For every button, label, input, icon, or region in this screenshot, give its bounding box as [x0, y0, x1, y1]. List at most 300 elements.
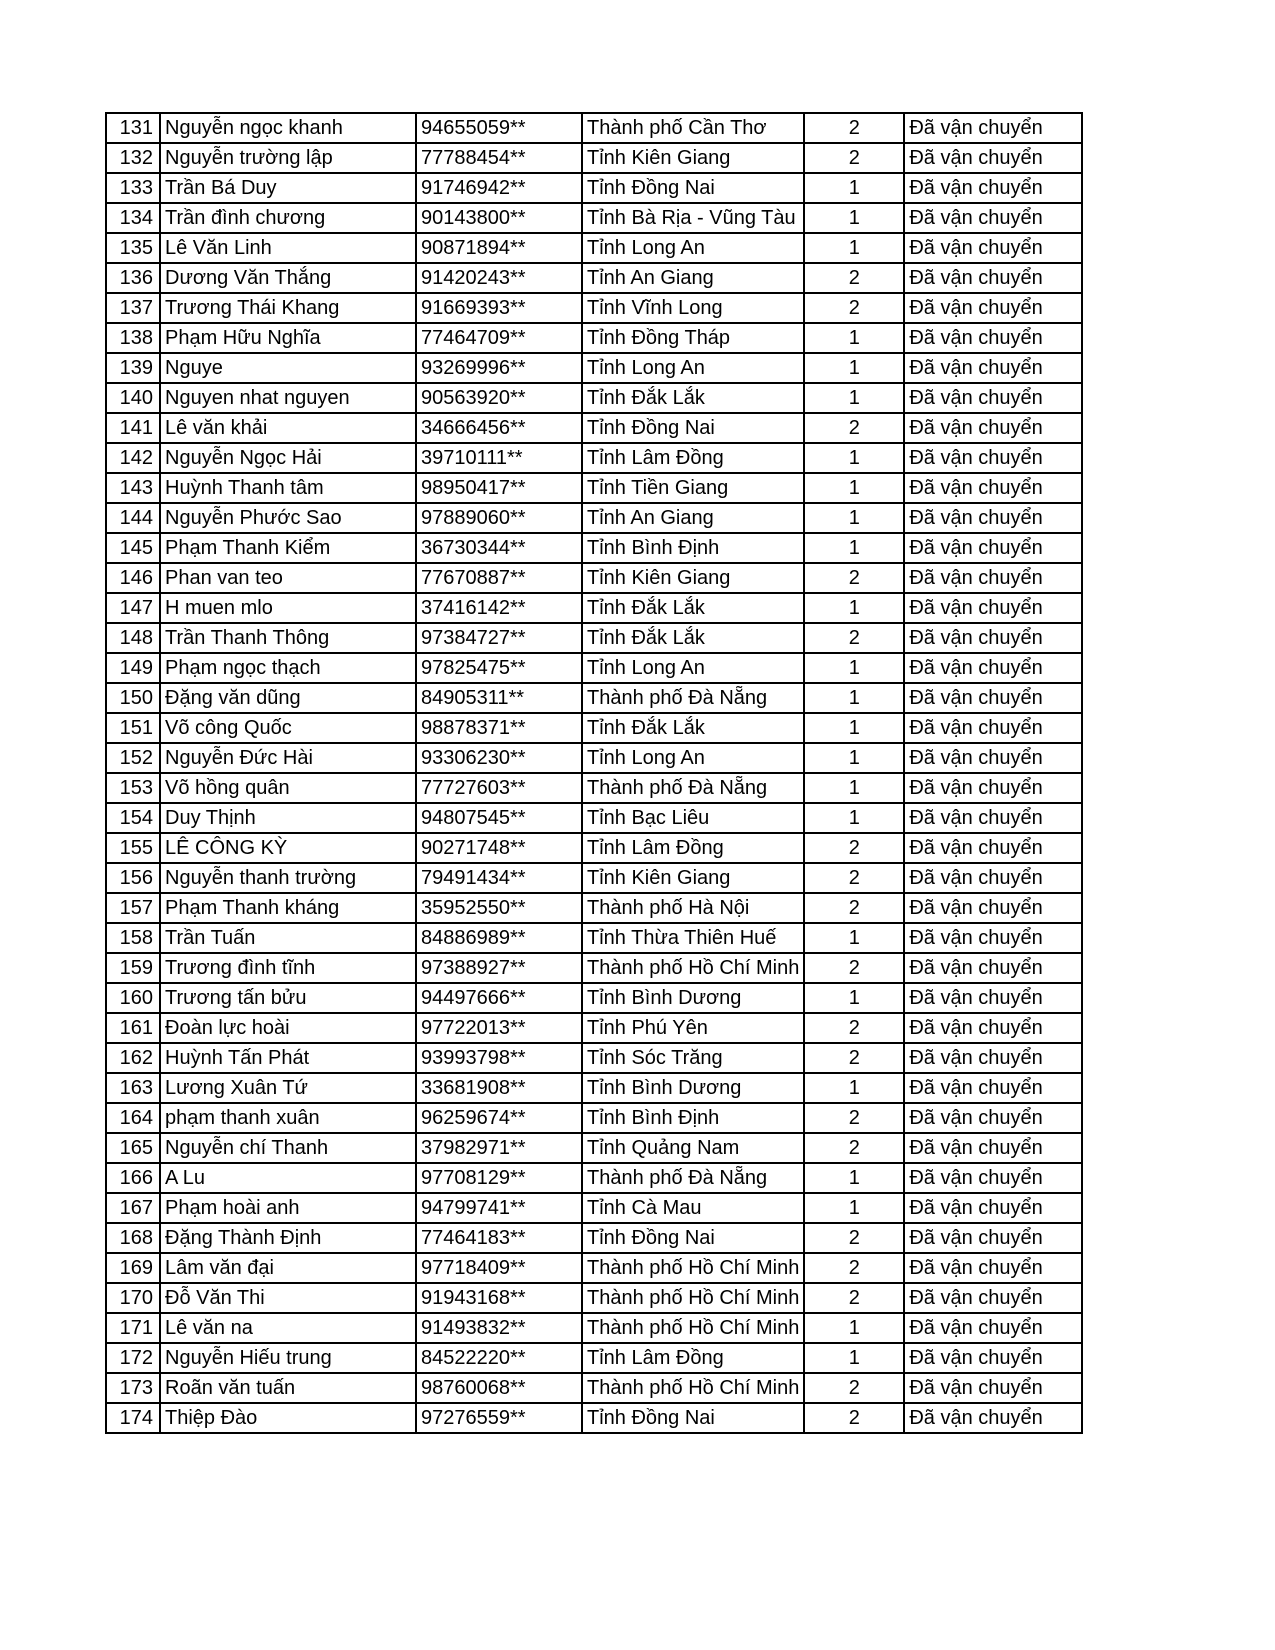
status-cell: Đã vận chuyển	[904, 113, 1082, 143]
table-row	[106, 1343, 1082, 1373]
customer-name-cell: Phạm Hữu Nghĩa	[160, 323, 416, 353]
province-cell: Tỉnh Đắk Lắk	[582, 593, 804, 623]
phone-cell: 33681908**	[416, 1073, 582, 1103]
phone-cell: 98950417**	[416, 473, 582, 503]
row-number-cell: 156	[106, 863, 160, 893]
status-cell: Đã vận chuyển	[904, 1013, 1082, 1043]
phone-cell: 97718409**	[416, 1253, 582, 1283]
status-cell: Đã vận chuyển	[904, 563, 1082, 593]
status-cell: Đã vận chuyển	[904, 1223, 1082, 1253]
province-cell: Tỉnh Bạc Liêu	[582, 803, 804, 833]
customer-name-cell: Phạm hoài anh	[160, 1193, 416, 1223]
status-cell: Đã vận chuyển	[904, 1103, 1082, 1133]
row-number-cell: 140	[106, 383, 160, 413]
table-row	[106, 1253, 1082, 1283]
row-number-cell: 152	[106, 743, 160, 773]
table-row	[106, 113, 1082, 143]
status-cell: Đã vận chuyển	[904, 503, 1082, 533]
customer-name-cell: Trần đình chương	[160, 203, 416, 233]
quantity-cell: 2	[804, 833, 904, 863]
row-number-cell: 167	[106, 1193, 160, 1223]
status-cell: Đã vận chuyển	[904, 923, 1082, 953]
customer-name-cell: LÊ CÔNG KỲ	[160, 833, 416, 863]
customer-name-cell: Trương đình tĩnh	[160, 953, 416, 983]
phone-cell: 84886989**	[416, 923, 582, 953]
quantity-cell: 1	[804, 173, 904, 203]
customer-name-cell: Nguyễn Đức Hài	[160, 743, 416, 773]
province-cell: Tỉnh Cà Mau	[582, 1193, 804, 1223]
row-number-cell: 159	[106, 953, 160, 983]
quantity-cell: 1	[804, 443, 904, 473]
table-row	[106, 473, 1082, 503]
quantity-cell: 2	[804, 1403, 904, 1433]
status-cell: Đã vận chuyển	[904, 983, 1082, 1013]
quantity-cell: 1	[804, 1193, 904, 1223]
status-cell: Đã vận chuyển	[904, 1403, 1082, 1433]
row-number-cell: 145	[106, 533, 160, 563]
row-number-cell: 166	[106, 1163, 160, 1193]
status-cell: Đã vận chuyển	[904, 953, 1082, 983]
phone-cell: 90271748**	[416, 833, 582, 863]
table-row	[106, 653, 1082, 683]
table-row	[106, 1283, 1082, 1313]
phone-cell: 35952550**	[416, 893, 582, 923]
customer-name-cell: Trần Thanh Thông	[160, 623, 416, 653]
status-cell: Đã vận chuyển	[904, 713, 1082, 743]
table-row	[106, 1163, 1082, 1193]
customer-name-cell: A Lu	[160, 1163, 416, 1193]
customer-name-cell: Trương Thái Khang	[160, 293, 416, 323]
province-cell: Tỉnh Thừa Thiên Huế	[582, 923, 804, 953]
quantity-cell: 1	[804, 773, 904, 803]
quantity-cell: 2	[804, 1283, 904, 1313]
table-row	[106, 293, 1082, 323]
table-row	[106, 383, 1082, 413]
phone-cell: 91746942**	[416, 173, 582, 203]
row-number-cell: 138	[106, 323, 160, 353]
phone-cell: 97384727**	[416, 623, 582, 653]
phone-cell: 91669393**	[416, 293, 582, 323]
province-cell: Tỉnh Quảng Nam	[582, 1133, 804, 1163]
quantity-cell: 2	[804, 1223, 904, 1253]
row-number-cell: 153	[106, 773, 160, 803]
customer-name-cell: Nguyễn ngọc khanh	[160, 113, 416, 143]
province-cell: Thành phố Cần Thơ	[582, 113, 804, 143]
phone-cell: 37982971**	[416, 1133, 582, 1163]
customer-name-cell: Nguyen nhat nguyen	[160, 383, 416, 413]
row-number-cell: 136	[106, 263, 160, 293]
status-cell: Đã vận chuyển	[904, 1163, 1082, 1193]
phone-cell: 84905311**	[416, 683, 582, 713]
phone-cell: 94799741**	[416, 1193, 582, 1223]
status-cell: Đã vận chuyển	[904, 1343, 1082, 1373]
phone-cell: 90871894**	[416, 233, 582, 263]
table-row	[106, 803, 1082, 833]
quantity-cell: 2	[804, 1043, 904, 1073]
row-number-cell: 170	[106, 1283, 160, 1313]
row-number-cell: 149	[106, 653, 160, 683]
customer-name-cell: Trần Bá Duy	[160, 173, 416, 203]
customer-name-cell: Lê Văn Linh	[160, 233, 416, 263]
row-number-cell: 131	[106, 113, 160, 143]
province-cell: Tỉnh Lâm Đồng	[582, 443, 804, 473]
province-cell: Thành phố Đà Nẵng	[582, 683, 804, 713]
table-row	[106, 1073, 1082, 1103]
quantity-cell: 2	[804, 1373, 904, 1403]
phone-cell: 90143800**	[416, 203, 582, 233]
province-cell: Tỉnh Đồng Nai	[582, 173, 804, 203]
province-cell: Tỉnh An Giang	[582, 263, 804, 293]
phone-cell: 98878371**	[416, 713, 582, 743]
row-number-cell: 168	[106, 1223, 160, 1253]
customer-name-cell: Phạm ngọc thạch	[160, 653, 416, 683]
phone-cell: 84522220**	[416, 1343, 582, 1373]
province-cell: Tỉnh Đồng Nai	[582, 1403, 804, 1433]
province-cell: Thành phố Hồ Chí Minh	[582, 953, 804, 983]
province-cell: Tỉnh Đồng Nai	[582, 413, 804, 443]
row-number-cell: 173	[106, 1373, 160, 1403]
status-cell: Đã vận chuyển	[904, 863, 1082, 893]
table-row	[106, 1403, 1082, 1433]
row-number-cell: 142	[106, 443, 160, 473]
row-number-cell: 147	[106, 593, 160, 623]
row-number-cell: 174	[106, 1403, 160, 1433]
table-row	[106, 1043, 1082, 1073]
table-row	[106, 173, 1082, 203]
quantity-cell: 1	[804, 323, 904, 353]
province-cell: Tỉnh Đồng Nai	[582, 1223, 804, 1253]
quantity-cell: 1	[804, 803, 904, 833]
status-cell: Đã vận chuyển	[904, 473, 1082, 503]
quantity-cell: 2	[804, 1133, 904, 1163]
quantity-cell: 1	[804, 233, 904, 263]
row-number-cell: 144	[106, 503, 160, 533]
row-number-cell: 171	[106, 1313, 160, 1343]
row-number-cell: 143	[106, 473, 160, 503]
quantity-cell: 1	[804, 743, 904, 773]
table-row	[106, 503, 1082, 533]
province-cell: Tỉnh An Giang	[582, 503, 804, 533]
table-row	[106, 1313, 1082, 1343]
customer-name-cell: Nguyễn Hiếu trung	[160, 1343, 416, 1373]
customer-name-cell: Nguyễn thanh trường	[160, 863, 416, 893]
table-row	[106, 1103, 1082, 1133]
row-number-cell: 163	[106, 1073, 160, 1103]
table-row	[106, 593, 1082, 623]
status-cell: Đã vận chuyển	[904, 1193, 1082, 1223]
status-cell: Đã vận chuyển	[904, 773, 1082, 803]
table-row	[106, 533, 1082, 563]
status-cell: Đã vận chuyển	[904, 233, 1082, 263]
customer-name-cell: Lê văn khải	[160, 413, 416, 443]
customer-name-cell: Võ công Quốc	[160, 713, 416, 743]
quantity-cell: 1	[804, 1313, 904, 1343]
customer-name-cell: Nguyễn trường lập	[160, 143, 416, 173]
province-cell: Tỉnh Lâm Đồng	[582, 1343, 804, 1373]
row-number-cell: 132	[106, 143, 160, 173]
customer-name-cell: Duy Thịnh	[160, 803, 416, 833]
province-cell: Thành phố Hồ Chí Minh	[582, 1373, 804, 1403]
quantity-cell: 1	[804, 1163, 904, 1193]
province-cell: Tỉnh Bình Dương	[582, 1073, 804, 1103]
province-cell: Tỉnh Kiên Giang	[582, 563, 804, 593]
table-row	[106, 1013, 1082, 1043]
quantity-cell: 2	[804, 1103, 904, 1133]
row-number-cell: 164	[106, 1103, 160, 1133]
status-cell: Đã vận chuyển	[904, 443, 1082, 473]
customer-name-cell: Nguyễn Ngọc Hải	[160, 443, 416, 473]
province-cell: Tỉnh Long An	[582, 653, 804, 683]
table-row	[106, 953, 1082, 983]
status-cell: Đã vận chuyển	[904, 1133, 1082, 1163]
quantity-cell: 1	[804, 683, 904, 713]
shipment-table-body	[106, 113, 1082, 1433]
phone-cell: 97708129**	[416, 1163, 582, 1193]
phone-cell: 94807545**	[416, 803, 582, 833]
row-number-cell: 150	[106, 683, 160, 713]
province-cell: Tỉnh Kiên Giang	[582, 863, 804, 893]
status-cell: Đã vận chuyển	[904, 1373, 1082, 1403]
customer-name-cell: Nguye	[160, 353, 416, 383]
table-row	[106, 143, 1082, 173]
table-row	[106, 1193, 1082, 1223]
table-row	[106, 1223, 1082, 1253]
table-row	[106, 563, 1082, 593]
status-cell: Đã vận chuyển	[904, 593, 1082, 623]
quantity-cell: 1	[804, 383, 904, 413]
phone-cell: 91420243**	[416, 263, 582, 293]
table-row	[106, 863, 1082, 893]
province-cell: Tỉnh Kiên Giang	[582, 143, 804, 173]
quantity-cell: 2	[804, 623, 904, 653]
phone-cell: 79491434**	[416, 863, 582, 893]
phone-cell: 77464183**	[416, 1223, 582, 1253]
province-cell: Tỉnh Bình Định	[582, 1103, 804, 1133]
shipment-table	[105, 112, 1083, 1434]
row-number-cell: 141	[106, 413, 160, 443]
province-cell: Tỉnh Phú Yên	[582, 1013, 804, 1043]
quantity-cell: 2	[804, 293, 904, 323]
table-row	[106, 773, 1082, 803]
row-number-cell: 172	[106, 1343, 160, 1373]
status-cell: Đã vận chuyển	[904, 413, 1082, 443]
table-row	[106, 983, 1082, 1013]
row-number-cell: 158	[106, 923, 160, 953]
customer-name-cell: Phan van teo	[160, 563, 416, 593]
row-number-cell: 155	[106, 833, 160, 863]
quantity-cell: 1	[804, 503, 904, 533]
status-cell: Đã vận chuyển	[904, 173, 1082, 203]
quantity-cell: 1	[804, 593, 904, 623]
status-cell: Đã vận chuyển	[904, 353, 1082, 383]
customer-name-cell: Thiệp Đào	[160, 1403, 416, 1433]
quantity-cell: 2	[804, 263, 904, 293]
customer-name-cell: Đỗ Văn Thi	[160, 1283, 416, 1313]
phone-cell: 77670887**	[416, 563, 582, 593]
quantity-cell: 1	[804, 1343, 904, 1373]
quantity-cell: 2	[804, 1253, 904, 1283]
phone-cell: 39710111**	[416, 443, 582, 473]
status-cell: Đã vận chuyển	[904, 1283, 1082, 1313]
table-row	[106, 233, 1082, 263]
status-cell: Đã vận chuyển	[904, 653, 1082, 683]
table-row	[106, 893, 1082, 923]
status-cell: Đã vận chuyển	[904, 383, 1082, 413]
quantity-cell: 1	[804, 713, 904, 743]
status-cell: Đã vận chuyển	[904, 1073, 1082, 1103]
province-cell: Tỉnh Long An	[582, 743, 804, 773]
row-number-cell: 146	[106, 563, 160, 593]
phone-cell: 94497666**	[416, 983, 582, 1013]
status-cell: Đã vận chuyển	[904, 893, 1082, 923]
phone-cell: 34666456**	[416, 413, 582, 443]
table-row	[106, 833, 1082, 863]
row-number-cell: 162	[106, 1043, 160, 1073]
customer-name-cell: Lê văn na	[160, 1313, 416, 1343]
province-cell: Tỉnh Đắk Lắk	[582, 713, 804, 743]
phone-cell: 97276559**	[416, 1403, 582, 1433]
quantity-cell: 1	[804, 353, 904, 383]
province-cell: Thành phố Hồ Chí Minh	[582, 1283, 804, 1313]
status-cell: Đã vận chuyển	[904, 623, 1082, 653]
province-cell: Tỉnh Đồng Tháp	[582, 323, 804, 353]
row-number-cell: 135	[106, 233, 160, 263]
customer-name-cell: Nguyễn chí Thanh	[160, 1133, 416, 1163]
phone-cell: 77464709**	[416, 323, 582, 353]
phone-cell: 37416142**	[416, 593, 582, 623]
phone-cell: 91943168**	[416, 1283, 582, 1313]
row-number-cell: 139	[106, 353, 160, 383]
customer-name-cell: Đặng văn dũng	[160, 683, 416, 713]
row-number-cell: 137	[106, 293, 160, 323]
status-cell: Đã vận chuyển	[904, 143, 1082, 173]
phone-cell: 91493832**	[416, 1313, 582, 1343]
row-number-cell: 160	[106, 983, 160, 1013]
customer-name-cell: Trương tấn bửu	[160, 983, 416, 1013]
province-cell: Tỉnh Bà Rịa - Vũng Tàu	[582, 203, 804, 233]
table-row	[106, 353, 1082, 383]
table-row	[106, 923, 1082, 953]
status-cell: Đã vận chuyển	[904, 263, 1082, 293]
customer-name-cell: Lương Xuân Tứ	[160, 1073, 416, 1103]
row-number-cell: 169	[106, 1253, 160, 1283]
province-cell: Thành phố Hồ Chí Minh	[582, 1253, 804, 1283]
status-cell: Đã vận chuyển	[904, 323, 1082, 353]
province-cell: Tỉnh Đắk Lắk	[582, 623, 804, 653]
phone-cell: 97722013**	[416, 1013, 582, 1043]
table-row	[106, 1133, 1082, 1163]
status-cell: Đã vận chuyển	[904, 293, 1082, 323]
province-cell: Thành phố Đà Nẵng	[582, 773, 804, 803]
province-cell: Tỉnh Tiền Giang	[582, 473, 804, 503]
table-row	[106, 263, 1082, 293]
quantity-cell: 1	[804, 533, 904, 563]
status-cell: Đã vận chuyển	[904, 803, 1082, 833]
customer-name-cell: Trần Tuấn	[160, 923, 416, 953]
phone-cell: 98760068**	[416, 1373, 582, 1403]
table-row	[106, 683, 1082, 713]
status-cell: Đã vận chuyển	[904, 203, 1082, 233]
status-cell: Đã vận chuyển	[904, 833, 1082, 863]
phone-cell: 94655059**	[416, 113, 582, 143]
customer-name-cell: Dương Văn Thắng	[160, 263, 416, 293]
quantity-cell: 2	[804, 953, 904, 983]
quantity-cell: 1	[804, 653, 904, 683]
status-cell: Đã vận chuyển	[904, 743, 1082, 773]
customer-name-cell: Phạm Thanh kháng	[160, 893, 416, 923]
table-row	[106, 1373, 1082, 1403]
quantity-cell: 2	[804, 893, 904, 923]
row-number-cell: 148	[106, 623, 160, 653]
status-cell: Đã vận chuyển	[904, 1253, 1082, 1283]
phone-cell: 77727603**	[416, 773, 582, 803]
table-row	[106, 413, 1082, 443]
phone-cell: 93306230**	[416, 743, 582, 773]
customer-name-cell: Huỳnh Tấn Phát	[160, 1043, 416, 1073]
customer-name-cell: Võ hồng quân	[160, 773, 416, 803]
quantity-cell: 2	[804, 1013, 904, 1043]
phone-cell: 97388927**	[416, 953, 582, 983]
phone-cell: 96259674**	[416, 1103, 582, 1133]
province-cell: Tỉnh Đắk Lắk	[582, 383, 804, 413]
phone-cell: 90563920**	[416, 383, 582, 413]
table-row	[106, 323, 1082, 353]
quantity-cell: 1	[804, 473, 904, 503]
row-number-cell: 151	[106, 713, 160, 743]
quantity-cell: 1	[804, 923, 904, 953]
phone-cell: 93993798**	[416, 1043, 582, 1073]
province-cell: Tỉnh Long An	[582, 353, 804, 383]
province-cell: Tỉnh Lâm Đồng	[582, 833, 804, 863]
customer-name-cell: Roãn văn tuấn	[160, 1373, 416, 1403]
table-row	[106, 623, 1082, 653]
quantity-cell: 2	[804, 113, 904, 143]
province-cell: Thành phố Hồ Chí Minh	[582, 1313, 804, 1343]
status-cell: Đã vận chuyển	[904, 1313, 1082, 1343]
row-number-cell: 134	[106, 203, 160, 233]
customer-name-cell: Nguyễn Phước Sao	[160, 503, 416, 533]
customer-name-cell: H muen mlo	[160, 593, 416, 623]
quantity-cell: 2	[804, 863, 904, 893]
customer-name-cell: Đoàn lực hoài	[160, 1013, 416, 1043]
row-number-cell: 165	[106, 1133, 160, 1163]
customer-name-cell: Lâm văn đại	[160, 1253, 416, 1283]
phone-cell: 93269996**	[416, 353, 582, 383]
table-row	[106, 713, 1082, 743]
phone-cell: 97825475**	[416, 653, 582, 683]
phone-cell: 36730344**	[416, 533, 582, 563]
province-cell: Thành phố Đà Nẵng	[582, 1163, 804, 1193]
province-cell: Tỉnh Long An	[582, 233, 804, 263]
province-cell: Tỉnh Vĩnh Long	[582, 293, 804, 323]
status-cell: Đã vận chuyển	[904, 683, 1082, 713]
table-row	[106, 203, 1082, 233]
province-cell: Tỉnh Bình Dương	[582, 983, 804, 1013]
quantity-cell: 1	[804, 203, 904, 233]
row-number-cell: 133	[106, 173, 160, 203]
quantity-cell: 1	[804, 1073, 904, 1103]
row-number-cell: 161	[106, 1013, 160, 1043]
row-number-cell: 157	[106, 893, 160, 923]
phone-cell: 77788454**	[416, 143, 582, 173]
quantity-cell: 2	[804, 143, 904, 173]
status-cell: Đã vận chuyển	[904, 533, 1082, 563]
customer-name-cell: Huỳnh Thanh tâm	[160, 473, 416, 503]
customer-name-cell: Đặng Thành Định	[160, 1223, 416, 1253]
row-number-cell: 154	[106, 803, 160, 833]
status-cell: Đã vận chuyển	[904, 1043, 1082, 1073]
table-row	[106, 443, 1082, 473]
